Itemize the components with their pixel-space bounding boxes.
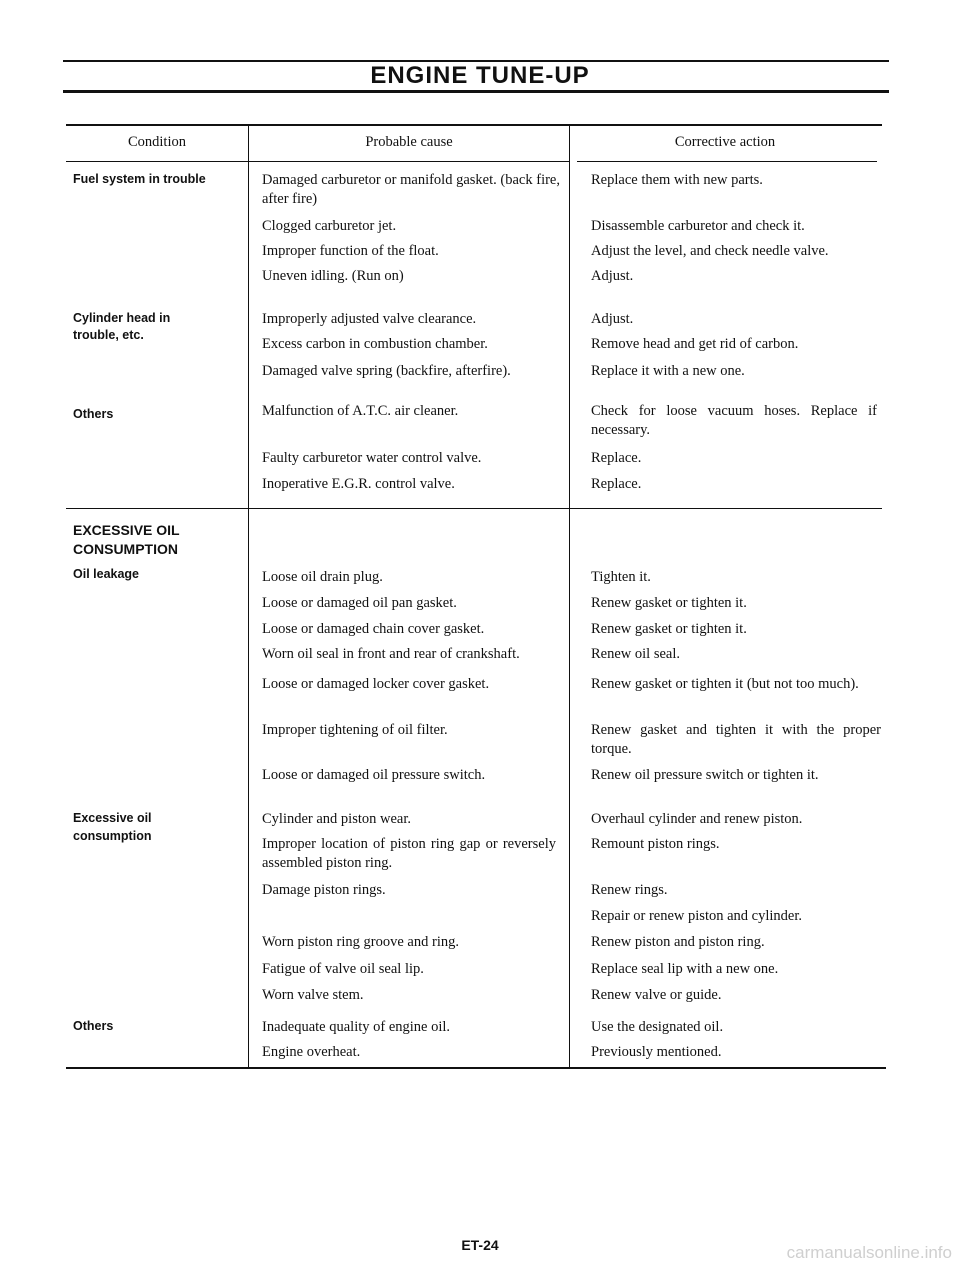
cause-item: Loose or damaged locker cover gasket. — [262, 676, 490, 692]
cause-item: Improperly adjusted valve clearance. — [262, 311, 477, 327]
cause-item: Faulty carburetor water control valve. — [262, 450, 482, 466]
action-item: Renew oil pressure switch or tighten it. — [591, 767, 819, 783]
cause-item: Loose or damaged oil pressure switch. — [262, 767, 486, 783]
cause-item: Damaged carburetor or manifold gasket. (back fire, after fire) — [262, 172, 560, 207]
condition-oil-leakage: Oil leakage — [73, 567, 140, 581]
table-bottom-rule — [66, 1067, 886, 1069]
action-item: Replace seal lip with a new one. — [591, 961, 779, 977]
action-item: Renew piston and piston ring. — [591, 934, 765, 950]
page-title: ENGINE TUNE-UP — [370, 62, 590, 89]
action-item: Overhaul cylinder and renew piston. — [591, 811, 803, 827]
cause-item: Improper location of piston ring gap or reversely assembled piston ring. — [262, 836, 556, 871]
action-item: Replace them with new parts. — [591, 172, 763, 188]
action-item: Remove head and get rid of carbon. — [591, 336, 799, 352]
cause-item: Loose or damaged chain cover gasket. — [262, 621, 485, 637]
page-number: ET-24 — [461, 1237, 499, 1253]
header-probable-cause: Probable cause — [365, 134, 453, 150]
header-condition: Condition — [127, 134, 186, 150]
action-item: Renew gasket or tighten it. — [591, 595, 747, 611]
action-item: Renew valve or guide. — [591, 987, 722, 1003]
action-item: Renew oil seal. — [591, 646, 680, 662]
cause-item: Damaged valve spring (backfire, afterfire). — [262, 363, 511, 379]
cause-item: Inoperative E.G.R. control valve. — [262, 476, 455, 492]
action-item: Adjust the level, and check needle valve. — [591, 243, 829, 259]
cause-item: Worn piston ring groove and ring. — [262, 934, 459, 950]
header-rule-condition — [66, 161, 248, 162]
cause-item: Excess carbon in combustion chamber. — [262, 336, 488, 352]
cause-item: Damage piston rings. — [262, 882, 386, 898]
action-item: Adjust. — [591, 311, 634, 327]
condition-fuel-system: Fuel system in trouble — [73, 172, 206, 186]
action-item: Remount piston rings. — [591, 836, 720, 852]
header-rule-action — [577, 161, 877, 162]
cause-item: Fatigue of valve oil seal lip. — [262, 961, 424, 977]
cause-item: Improper tightening of oil filter. — [262, 722, 448, 738]
table-top-rule — [66, 124, 882, 126]
cause-item: Loose oil drain plug. — [262, 569, 383, 585]
cause-item: Engine overheat. — [262, 1044, 361, 1060]
action-item: Renew gasket or tighten it (but not too much). — [591, 676, 859, 692]
cause-item: Worn valve stem. — [262, 987, 364, 1003]
action-item: Check for loose vacuum hoses. Replace if necessary. — [591, 403, 877, 438]
condition-others-2: Others — [73, 1019, 114, 1033]
cause-item: Uneven idling. (Run on) — [262, 268, 404, 284]
condition-others-1: Others — [73, 407, 114, 421]
condition-cylinder-head-2: trouble, etc. — [73, 328, 144, 342]
condition-excessive-oil-1: Excessive oil — [73, 811, 152, 825]
cause-item: Malfunction of A.T.C. air cleaner. — [262, 403, 459, 419]
header-rule-cause — [249, 161, 569, 162]
condition-excessive-oil-2: consumption — [73, 829, 152, 843]
cause-item: Worn oil seal in front and rear of crankshaft. — [262, 646, 520, 662]
watermark: carmanualsonline.info — [786, 1243, 952, 1262]
action-item: Use the designated oil. — [591, 1019, 724, 1035]
action-item: Replace it with a new one. — [591, 363, 745, 379]
action-item: Disassemble carburetor and check it. — [591, 218, 805, 234]
action-item: Tighten it. — [591, 569, 651, 585]
action-item: Renew gasket or tighten it. — [591, 621, 747, 637]
action-item: Replace. — [591, 476, 642, 492]
cause-item: Inadequate quality of engine oil. — [262, 1019, 451, 1035]
action-item: Replace. — [591, 450, 642, 466]
cause-item: Improper function of the float. — [262, 243, 439, 259]
column-divider-1 — [248, 124, 249, 1068]
action-item: Renew gasket and tighten it with the proper torque. — [591, 722, 881, 757]
condition-cylinder-head-1: Cylinder head in — [73, 311, 171, 325]
header-corrective-action: Corrective action — [674, 134, 776, 150]
cause-item: Cylinder and piston wear. — [262, 811, 412, 827]
title-bottom-rule — [63, 90, 889, 93]
action-item: Renew rings. — [591, 882, 668, 898]
action-item: Previously mentioned. — [591, 1044, 722, 1060]
column-divider-2 — [569, 124, 570, 1068]
cause-item: Loose or damaged oil pan gasket. — [262, 595, 457, 611]
condition-excessive-oil-title-1: EXCESSIVE OIL — [73, 522, 180, 538]
condition-excessive-oil-title-2: CONSUMPTION — [73, 541, 178, 557]
action-item: Repair or renew piston and cylinder. — [591, 908, 802, 924]
section-divider — [66, 508, 882, 509]
action-item: Adjust. — [591, 268, 634, 284]
cause-item: Clogged carburetor jet. — [262, 218, 397, 234]
